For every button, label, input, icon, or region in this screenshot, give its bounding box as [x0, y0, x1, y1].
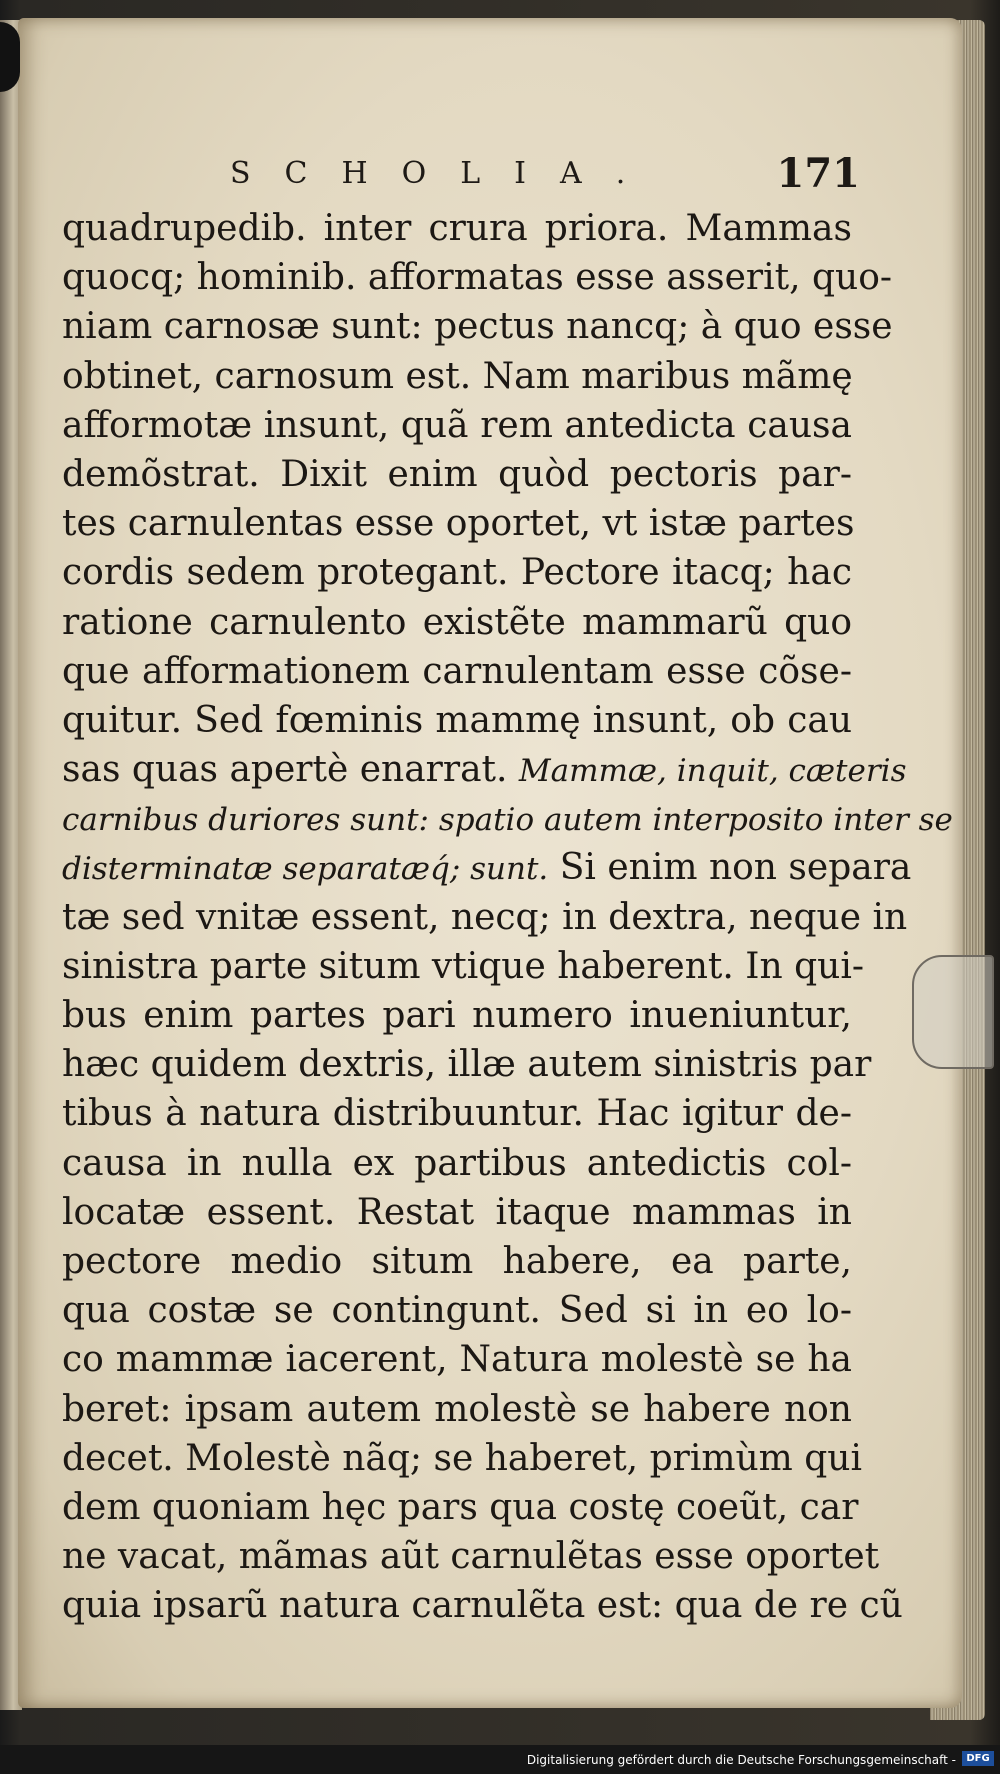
line-text: que afformationem carnulentam esse cõse-: [62, 650, 852, 692]
footer-bar: [0, 1745, 1000, 1774]
text-line: [62, 745, 907, 794]
line-text: pectore medio situm habere, ea parte,: [62, 1240, 852, 1282]
text-line: [62, 302, 893, 351]
italic-quotation: Mammæ, inquit, cæteris: [518, 753, 907, 790]
digitization-credit: Digitalisierung gefördert durch die Deutsche Forschungsgemeinschaft -: [526, 1753, 956, 1767]
text-line: [62, 352, 852, 401]
line-text: qua costæ se contingunt. Sed si in eo lo-: [62, 1290, 852, 1332]
line-text: tibus à natura distribuuntur. Hac igitur de-: [62, 1093, 852, 1135]
line-text: quocq; hominib. afformatas esse asserit, quo-: [62, 257, 893, 299]
page-header: [230, 150, 860, 200]
line-text: sas quas apertè enarrat.: [62, 749, 508, 791]
line-text: quadrupedib. inter crura priora. Mammas: [62, 208, 852, 249]
page-clip: [912, 955, 994, 1069]
text-line: [62, 598, 852, 647]
dfg-logo: DFG: [962, 1751, 994, 1766]
line-text: hæc quidem dextris, illæ autem sinistris par: [62, 1044, 872, 1086]
text-line: [62, 1532, 880, 1581]
line-text: quia ipsarũ natura carnulẽta est: qua de re cũ: [62, 1585, 903, 1627]
text-line: [62, 1581, 903, 1630]
line-text: Si enim non separa: [559, 847, 912, 889]
text-line: [62, 548, 852, 597]
italic-quotation: disterminatæ separatæq́; sunt.: [62, 851, 549, 888]
line-text: sinistra parte situm vtique haberent. In qui-: [62, 945, 865, 987]
line-text: ne vacat, mãmas aũt carnulẽtas esse oportet: [62, 1536, 880, 1578]
text-line: [62, 696, 852, 745]
text-line: [62, 1089, 852, 1138]
corner-shadow: [0, 22, 20, 92]
page-number: 171: [776, 150, 860, 197]
text-line: [62, 1139, 852, 1188]
line-text: bus enim partes pari numero inueniuntur,: [62, 995, 852, 1036]
line-text: niam carnosæ sunt: pectus nancq; à quo esse: [62, 306, 893, 348]
text-line: [62, 253, 893, 302]
body-text: [62, 204, 953, 1630]
text-line: [62, 499, 855, 548]
text-line: [62, 1385, 852, 1434]
text-line: [62, 1335, 852, 1384]
text-line: [62, 991, 852, 1040]
text-line: [62, 450, 852, 499]
line-text: tes carnulentas esse oportet, vt istæ partes: [62, 503, 855, 545]
italic-quotation: carnibus duriores sunt: spatio autem interposito inter se: [62, 802, 953, 839]
line-text: ratione carnulento existẽte mammarũ quo: [62, 601, 852, 643]
line-text: causa in nulla ex partibus antedictis col-: [62, 1142, 852, 1184]
text-line: [62, 843, 912, 892]
text-line: [62, 204, 852, 253]
text-line: [62, 1188, 852, 1237]
line-text: quitur. Sed fœminis mammę insunt, ob cau: [62, 699, 852, 741]
line-text: tæ sed vnitæ essent, necq; in dextra, neque in: [62, 896, 908, 938]
text-line: [62, 1483, 859, 1532]
text-line: [62, 794, 953, 843]
running-head: SCHOLIA.: [230, 156, 660, 191]
text-line: [62, 1237, 852, 1286]
line-text: decet. Molestè nãq; se haberet, primùm qui: [62, 1437, 862, 1479]
line-text: dem quoniam hęc pars qua costę coeũt, car: [62, 1486, 859, 1528]
text-line: [62, 893, 908, 942]
text-line: [62, 1434, 862, 1483]
line-text: beret: ipsam autem molestè se habere non: [62, 1388, 852, 1430]
text-line: [62, 647, 852, 696]
text-line: [62, 942, 865, 991]
text-line: [62, 401, 852, 450]
text-line: [62, 1040, 872, 1089]
line-text: demõstrat. Dixit enim quòd pectoris par-: [62, 453, 852, 495]
line-text: locatæ essent. Restat itaque mammas in: [62, 1191, 852, 1233]
line-text: co mammæ iacerent, Natura molestè se ha: [62, 1339, 852, 1381]
text-line: [62, 1286, 852, 1335]
line-text: cordis sedem protegant. Pectore itacq; hac: [62, 552, 852, 594]
line-text: obtinet, carnosum est. Nam maribus mãmę: [62, 355, 853, 397]
line-text: afformotæ insunt, quã rem antedicta causa: [62, 404, 852, 446]
